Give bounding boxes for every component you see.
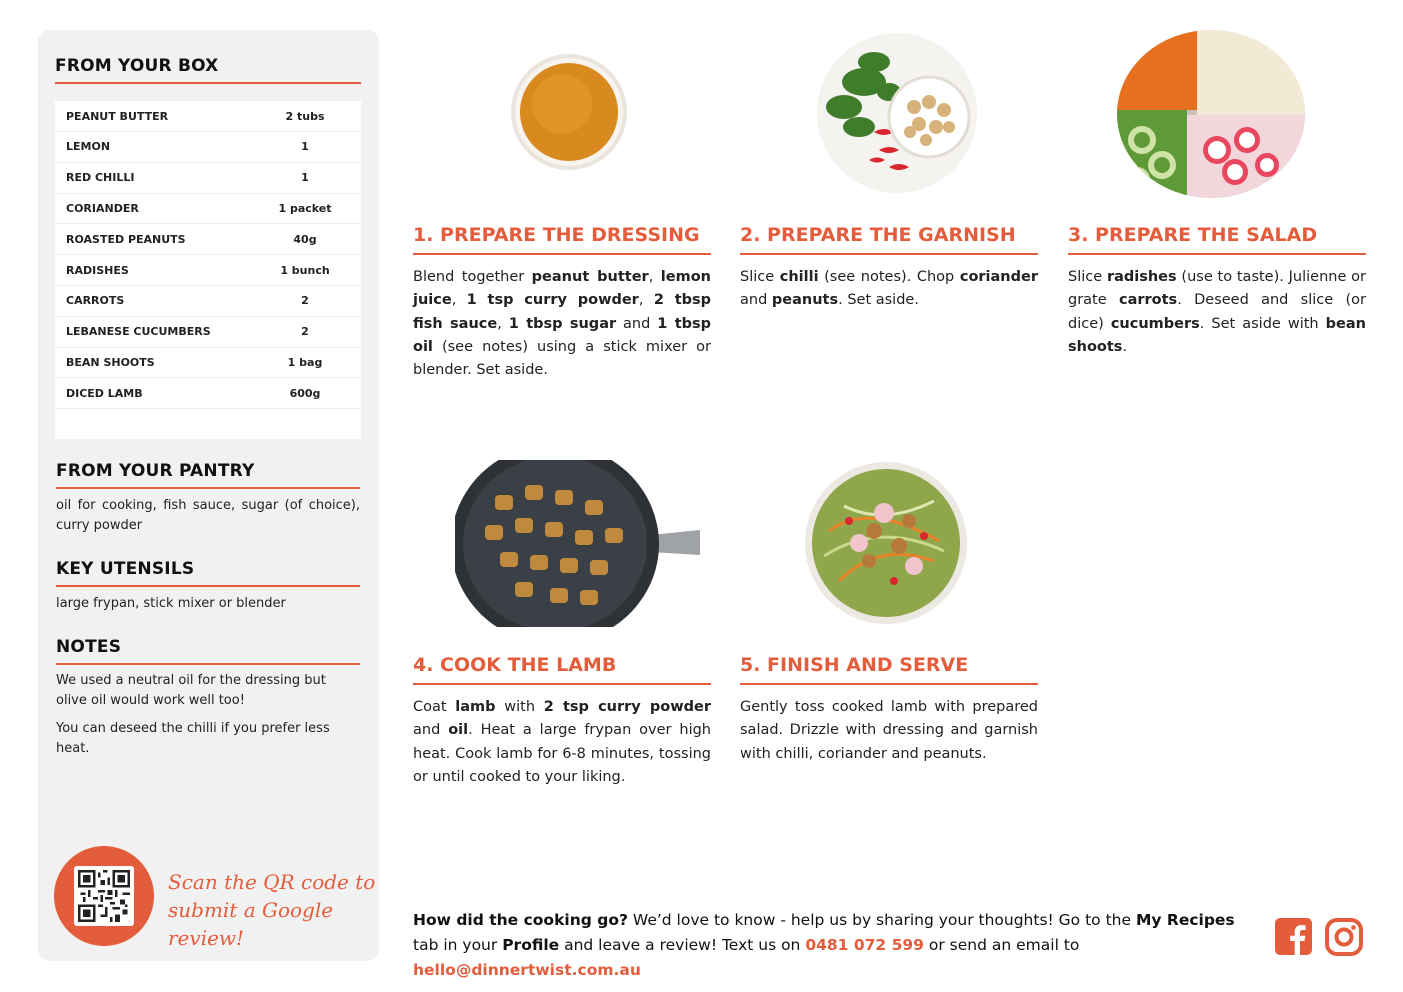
ingredient-name: LEBANESE CUCUMBERS — [66, 325, 211, 339]
bold-text: bean shoots — [1068, 315, 1366, 355]
text-segment: , — [648, 269, 661, 285]
note-1: We used a neutral oil for the dressing but olive oil would work well too! — [56, 673, 326, 708]
facebook-icon[interactable] — [1275, 918, 1313, 956]
ingredient-quantity: 2 — [301, 294, 309, 308]
table-row — [55, 347, 361, 378]
qr-cta-line-1: Scan the QR code to — [168, 870, 376, 894]
text-segment: We’d love to know - help us by sharing your thoughts! Go to the — [627, 911, 1136, 929]
key-utensils-heading: KEY UTENSILS — [56, 559, 195, 579]
table-row — [55, 132, 361, 163]
utensils-text: large frypan, stick mixer or blender — [56, 596, 286, 611]
table-row — [55, 255, 361, 286]
accent-link[interactable]: hello@dinnertwist.com.au — [413, 961, 641, 979]
ingredient-name: BEAN SHOOTS — [66, 355, 155, 369]
feedback-message — [413, 908, 1263, 983]
garnish-image — [814, 32, 980, 198]
ingredient-name: RED CHILLI — [66, 171, 135, 185]
step-4-divider — [413, 683, 711, 685]
bold-text: peanut butter — [531, 269, 649, 285]
qr-cta-line-2: submit a Google review! — [168, 898, 334, 950]
ingredient-quantity: 600g — [289, 386, 321, 400]
table-row — [55, 286, 361, 317]
bold-text: coriander — [959, 269, 1038, 285]
text-segment: and — [740, 292, 772, 309]
text-segment: with — [495, 699, 544, 715]
heading-divider — [56, 663, 360, 665]
step-5-divider — [740, 683, 1038, 685]
pantry-text: oil for cooking, fish sauce, sugar (of choice), curry powder — [56, 498, 360, 533]
ingredient-quantity: 1 — [301, 171, 309, 185]
notes-heading: NOTES — [56, 637, 122, 657]
step-4-instructions — [413, 696, 711, 789]
bold-text: oil — [448, 722, 469, 739]
text-segment: or send an email to — [923, 936, 1080, 954]
text-segment: Coat — [413, 699, 456, 715]
text-segment: Gently toss cooked lamb with prepared salad. Drizzle with dressing and garnish with chilli, coriander and peanuts. — [740, 699, 1038, 762]
bold-text: 2 tsp curry powder — [543, 699, 711, 715]
text-segment: tab in your — [413, 936, 503, 954]
table-row — [55, 101, 361, 132]
from-your-box-heading: FROM YOUR BOX — [55, 56, 219, 76]
ingredient-name: ROASTED PEANUTS — [66, 232, 186, 246]
bold-text: Profile — [502, 936, 560, 954]
text-segment: . Deseed and slice (or dice) — [1068, 292, 1366, 332]
text-segment: Slice — [1068, 269, 1107, 285]
dressing-bowl-image — [508, 52, 630, 176]
bold-text: 1 tsp curry powder — [466, 292, 639, 309]
step-3-title: 3. PREPARE THE SALAD — [1068, 224, 1318, 246]
table-row — [55, 163, 361, 194]
ingredient-name: DICED LAMB — [66, 386, 143, 400]
accent-link[interactable]: 0481 072 599 — [805, 936, 924, 954]
ingredient-name: CORIANDER — [66, 201, 139, 215]
text-segment: , — [638, 292, 654, 309]
instagram-icon[interactable] — [1325, 918, 1363, 956]
step-2-divider — [740, 253, 1038, 255]
heading-divider — [56, 585, 360, 587]
text-segment: and — [413, 722, 449, 739]
text-segment: , — [451, 292, 467, 309]
from-your-pantry-heading: FROM YOUR PANTRY — [56, 461, 255, 481]
step-1-title: 1. PREPARE THE DRESSING — [413, 224, 700, 246]
ingredient-quantity: 1 bag — [287, 355, 323, 369]
table-row — [55, 378, 361, 409]
text-segment: and leave a review! Text us on — [559, 936, 806, 954]
step-1-instructions — [413, 266, 711, 382]
text-segment: (see notes). Chop — [818, 269, 960, 285]
step-3-instructions — [1068, 266, 1366, 359]
finished-salad-image — [804, 461, 968, 629]
ingredient-quantity: 2 — [301, 325, 309, 339]
text-segment: . — [1122, 338, 1128, 355]
ingredient-name: RADISHES — [66, 263, 129, 277]
qr-badge[interactable] — [54, 846, 154, 946]
text-segment: Slice — [740, 269, 780, 285]
step-2-instructions — [740, 266, 1038, 313]
bold-text: radishes — [1106, 269, 1177, 285]
qr-call-to-action — [168, 868, 379, 952]
step-1-divider — [413, 253, 711, 255]
ingredient-name: PEANUT BUTTER — [66, 109, 169, 123]
step-5-title: 5. FINISH AND SERVE — [740, 654, 969, 676]
bold-text: How did the cooking go? — [413, 911, 628, 929]
bold-text: 1 tbsp oil — [413, 315, 712, 355]
ingredient-quantity: 1 — [301, 140, 309, 154]
note-2: You can deseed the chilli if you prefer less heat. — [56, 721, 330, 756]
step-5-instructions — [740, 696, 1038, 766]
text-segment: , — [497, 315, 509, 332]
bold-text: 1 tbsp sugar — [508, 315, 617, 332]
text-segment: Blend together — [413, 269, 532, 285]
ingredient-name: CARROTS — [66, 294, 125, 308]
text-segment: . Set aside with — [1199, 315, 1326, 332]
step-2-title: 2. PREPARE THE GARNISH — [740, 224, 1016, 246]
bold-text: chilli — [779, 269, 819, 285]
heading-divider — [56, 487, 360, 489]
table-row — [55, 193, 361, 224]
heading-divider — [55, 82, 361, 84]
qr-code-icon — [74, 866, 134, 926]
ingredient-quantity: 1 bunch — [280, 263, 330, 277]
bold-text: carrots — [1118, 292, 1178, 309]
box-ingredients-table — [55, 101, 361, 439]
text-segment: . Heat a large frypan over high heat. Cook lamb for 6-8 minutes, tossing or until cooked to your liking. — [413, 722, 711, 785]
bold-text: lemon juice — [413, 269, 711, 309]
bold-text: 2 tbsp fish sauce — [413, 292, 712, 332]
ingredient-quantity: 1 packet — [278, 201, 332, 215]
table-row — [55, 317, 361, 348]
table-row — [55, 224, 361, 255]
step-3-divider — [1068, 253, 1366, 255]
frypan-lamb-image — [455, 460, 703, 632]
sidebar — [38, 30, 379, 961]
ingredient-quantity: 2 tubs — [285, 109, 325, 123]
ingredient-quantity: 40g — [293, 232, 317, 246]
text-segment: and — [616, 315, 658, 332]
text-segment: (see notes) using a stick mixer or blender. Set aside. — [413, 338, 711, 379]
bold-text: My Recipes — [1135, 911, 1235, 929]
step-4-title: 4. COOK THE LAMB — [413, 654, 617, 676]
bold-text: cucumbers — [1110, 315, 1200, 332]
bold-text: peanuts — [771, 292, 839, 309]
bold-text: lamb — [455, 699, 496, 715]
salad-ingredients-image — [1117, 30, 1305, 202]
text-segment: . Set aside. — [838, 292, 919, 309]
ingredient-name: LEMON — [66, 140, 111, 154]
text-segment: (use to taste). Julienne or grate — [1068, 269, 1367, 309]
